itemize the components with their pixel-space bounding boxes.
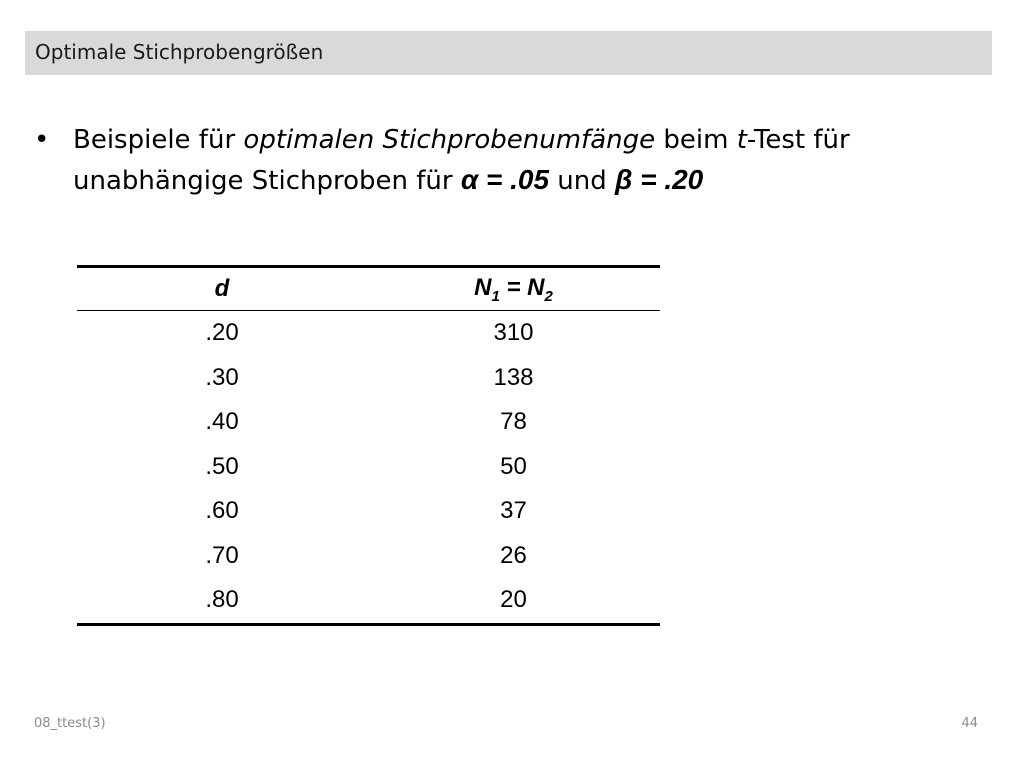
cell-d: .30 — [205, 363, 239, 391]
table-row — [77, 356, 660, 401]
table-row — [77, 445, 660, 490]
text-segment: -Test für — [746, 125, 850, 155]
header-n — [367, 267, 660, 311]
table-row — [77, 311, 660, 356]
cell-n: 37 — [500, 497, 527, 525]
text-segment: und — [549, 166, 616, 196]
table-row — [77, 534, 660, 579]
text-segment-italic: t — [736, 125, 747, 155]
bullet-marker: • — [34, 125, 50, 155]
text-segment: unabhängige Stichproben für — [73, 166, 461, 196]
beta-value: β = .20 — [615, 164, 704, 195]
table-row — [77, 489, 660, 534]
alpha-value: α = .05 — [460, 164, 550, 195]
footer-file-name: 08_ttest(3) — [34, 716, 106, 731]
slide-number: 44 — [961, 716, 978, 731]
slide-title: Optimale Stichprobengrößen — [35, 40, 324, 64]
header-n-sub2: 2 — [544, 287, 553, 305]
header-n-mid: = N — [499, 273, 545, 301]
cell-d: .20 — [205, 319, 239, 347]
bullet-line-1 — [73, 120, 973, 160]
cell-n: 50 — [500, 452, 527, 480]
table-row — [77, 400, 660, 445]
cell-n: 310 — [493, 319, 534, 347]
text-segment-italic: optimalen Stichprobenumfänge — [243, 125, 656, 155]
cell-d: .80 — [205, 586, 239, 614]
text-segment: Beispiele für — [73, 125, 244, 155]
cell-d: .60 — [205, 497, 239, 525]
cell-d: .40 — [205, 408, 239, 436]
cell-d: .50 — [205, 452, 239, 480]
bullet-text — [73, 120, 973, 201]
slide-title-bar — [25, 31, 992, 75]
sample-size-table — [77, 265, 660, 626]
header-n-prefix: N — [474, 273, 492, 301]
text-segment: beim — [655, 125, 737, 155]
table-header-row — [77, 267, 660, 311]
cell-n: 78 — [500, 408, 527, 436]
cell-n: 138 — [493, 363, 534, 391]
cell-n: 20 — [500, 586, 527, 614]
header-n-sub1: 1 — [491, 287, 500, 305]
cell-d: .70 — [205, 541, 239, 569]
header-d: d — [77, 267, 367, 311]
bullet-line-2 — [73, 160, 973, 201]
table-row — [77, 578, 660, 624]
cell-n: 26 — [500, 541, 527, 569]
